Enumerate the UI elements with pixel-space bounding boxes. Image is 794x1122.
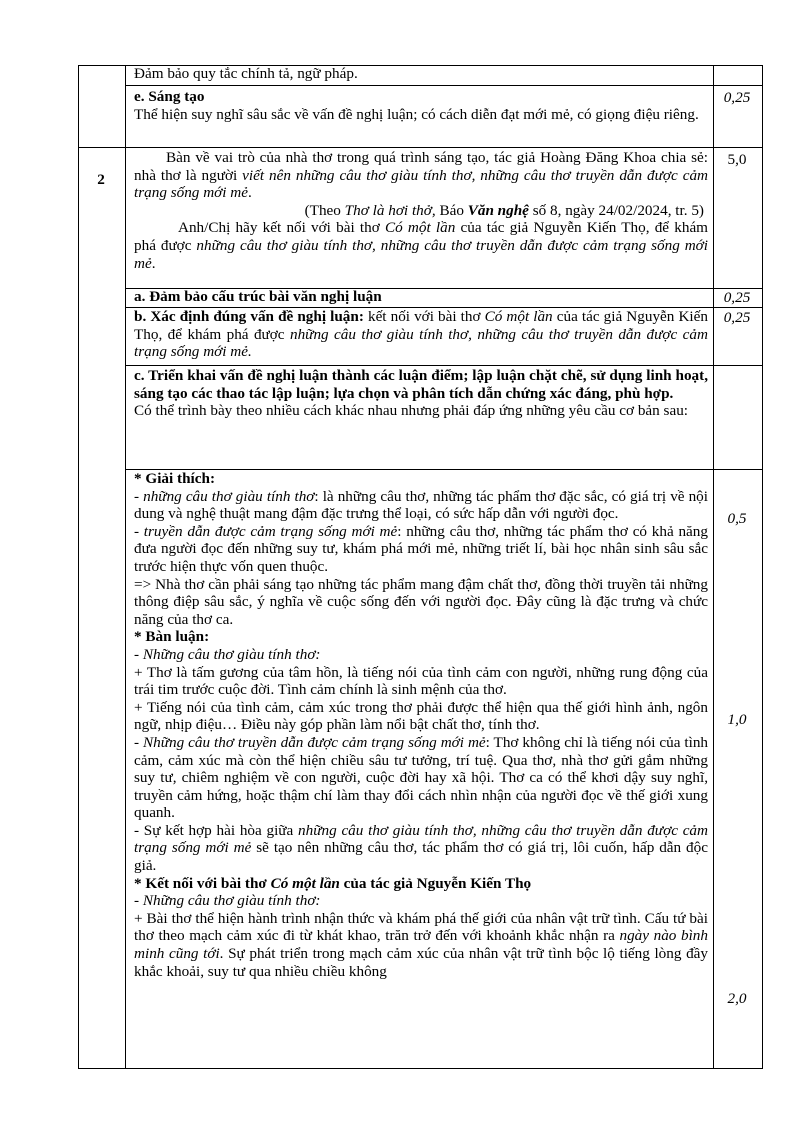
- criteria-text: Đảm bảo quy tắc chính tả, ngữ pháp.: [134, 65, 358, 82]
- score-a: 0,25: [723, 289, 751, 306]
- creativity-criteria: [134, 88, 706, 123]
- connect-item: + Bài thơ thể hiện hành trình nhận thức và khám phá thế giới của nhân vật trữ tình. Cấu tứ bài thơ theo mạch cảm xúc đi từ khát khao, trăn trở đến với khoảnh khắc nhận ra ngày nào bình minh cũng tới. Sự phát triển trong mạch cảm xúc của nhân vật trữ tình bộc lộ tiếng lòng đầy khắc khoải, suy tư qua nhiều chiều không: [134, 909, 708, 980]
- source-citation: (Theo Thơ là hơi thở, Báo Văn nghệ số 8, ngày 24/02/2024, tr. 5): [304, 201, 704, 219]
- criteria-heading: e. Sáng tạo: [134, 88, 205, 105]
- question-2-prompt: [134, 149, 708, 272]
- score-b: 0,25: [723, 309, 751, 326]
- score-creativity: 0,25: [723, 89, 751, 106]
- criteria-heading: b. Xác định đúng vấn đề nghị luận:: [134, 308, 364, 325]
- explain-item: - truyền dẫn được cảm trạng sống mới mẻ: những câu thơ, những tác phẩm thơ có khả năng đưa người đọc đến những suy tư, khám phá mới mẻ, những triết lí, bài học nhân sinh sâu sắc trước hiện thực vốn quen thuộc.: [134, 522, 708, 575]
- row-divider: [79, 147, 762, 148]
- column-divider-number: [125, 65, 126, 1068]
- score-explain: 0,5: [727, 510, 747, 527]
- criteria-heading: a. Đảm bảo cấu trúc bài văn nghị luận: [134, 288, 382, 305]
- score-question-2: 5,0: [727, 151, 747, 168]
- connect-item: - Những câu thơ giàu tính thơ:: [134, 892, 321, 910]
- discuss-item: + Thơ là tấm gương của tâm hồn, là tiếng nói của tình cảm con người, những rung động của trái tim trước cuộc đời. Tình cảm chính là sinh mệnh của thơ.: [134, 663, 708, 699]
- discuss-item: + Tiếng nói của tình cảm, cảm xúc trong thơ phải được thể hiện qua thế giới hình ảnh, ngôn ngữ, nhịp điệu… Điều này góp phần làm nổi bật chất thơ, tính thơ.: [134, 698, 708, 734]
- discuss-item: - Những câu thơ truyền dẫn được cảm trạng sống mới mẻ: Thơ không chỉ là tiếng nói của tình cảm, cảm xúc mà còn thể hiện chiều sâu tư tưởng, trí tuệ. Qua thơ, nhà thơ gửi gắm những suy tư, chiêm nghiệm về con người, cuộc đời hay xã hội. Thơ ca có thể khơi dậy suy nghĩ, truyền cảm hứng, hoặc thậm chí làm thay đổi cách nhìn nhận của người đọc về thế giới xung quanh.: [134, 733, 709, 822]
- section-heading: * Kết nối với bài thơ Có một lần của tác giả Nguyễn Kiến Thọ: [134, 874, 532, 892]
- score-connect: 2,0: [727, 990, 747, 1007]
- criteria-text: Thể hiện suy nghĩ sâu sắc về vấn đề nghị luận; có cách diễn đạt mới mẻ, có giọng điệu riêng.: [134, 105, 699, 123]
- question-number: 2: [97, 171, 105, 188]
- score-discuss: 1,0: [727, 711, 747, 728]
- spelling-criteria: [134, 65, 704, 83]
- criteria-c: [134, 367, 708, 420]
- criteria-b: b. Xác định đúng vấn đề nghị luận: kết nối với bài thơ Có một lần của tác giả Nguyễn Kiến Thọ, để khám phá được những câu thơ giàu tính thơ, những câu thơ truyền dẫn được cảm trạng sống mới mẻ.: [134, 308, 708, 361]
- discuss-item: - Sự kết hợp hài hòa giữa những câu thơ giàu tính thơ, những câu thơ truyền dẫn được cảm trạng sống mới mẻ sẽ tạo nên những câu thơ, tác phẩm thơ có giá trị, lôi cuốn, hấp dẫn độc giả.: [134, 821, 708, 875]
- criteria-c-details: [134, 470, 708, 980]
- row-divider: [125, 85, 762, 86]
- row-divider: [125, 365, 762, 366]
- criteria-heading: c. Triển khai vấn đề nghị luận thành các luận điểm; lập luận chặt chẽ, sử dụng linh hoạt, sáng tạo các thao tác lập luận; lựa chọn và phân tích dẫn chứng xác đáng, phù hợp.: [134, 367, 708, 402]
- explain-item: - những câu thơ giàu tính thơ: là những câu thơ, những tác phẩm thơ đặc sắc, có giá trị về nội dung và nghệ thuật mang đậm đặc trưng thể loại, có sức hấp dẫn với người đọc.: [134, 487, 708, 523]
- column-divider-score: [713, 65, 714, 1068]
- explain-conclusion: => Nhà thơ cần phải sáng tạo những tác phẩm mang đậm chất thơ, đồng thời truyền tải những thông điệp sâu sắc, ý nghĩa về cuộc sống đến với người đọc. Đây cũng là đặc trưng và chức năng của thơ ca.: [134, 575, 708, 628]
- discuss-item: - Những câu thơ giàu tính thơ:: [134, 645, 321, 663]
- criteria-a: [134, 288, 704, 306]
- criteria-text: Có thể trình bày theo nhiều cách khác nhau nhưng phải đáp ứng những yêu cầu cơ bản sau:: [134, 402, 689, 420]
- prompt-task: Anh/Chị hãy kết nối với bài thơ Có một lần của tác giả Nguyễn Kiến Thọ, để khám phá được những câu thơ giàu tính thơ, những câu thơ truyền dẫn được cảm trạng sống mới mẻ.: [134, 219, 709, 272]
- section-heading: * Bàn luận:: [134, 628, 210, 646]
- prompt-paragraph: Bàn về vai trò của nhà thơ trong quá trình sáng tạo, tác giả Hoàng Đăng Khoa chia sẻ: nhà thơ là người viết nên những câu thơ giàu tính thơ, những câu thơ truyền dẫn được cảm trạng sống mới mẻ.: [134, 149, 709, 202]
- section-heading: * Giải thích:: [134, 470, 216, 487]
